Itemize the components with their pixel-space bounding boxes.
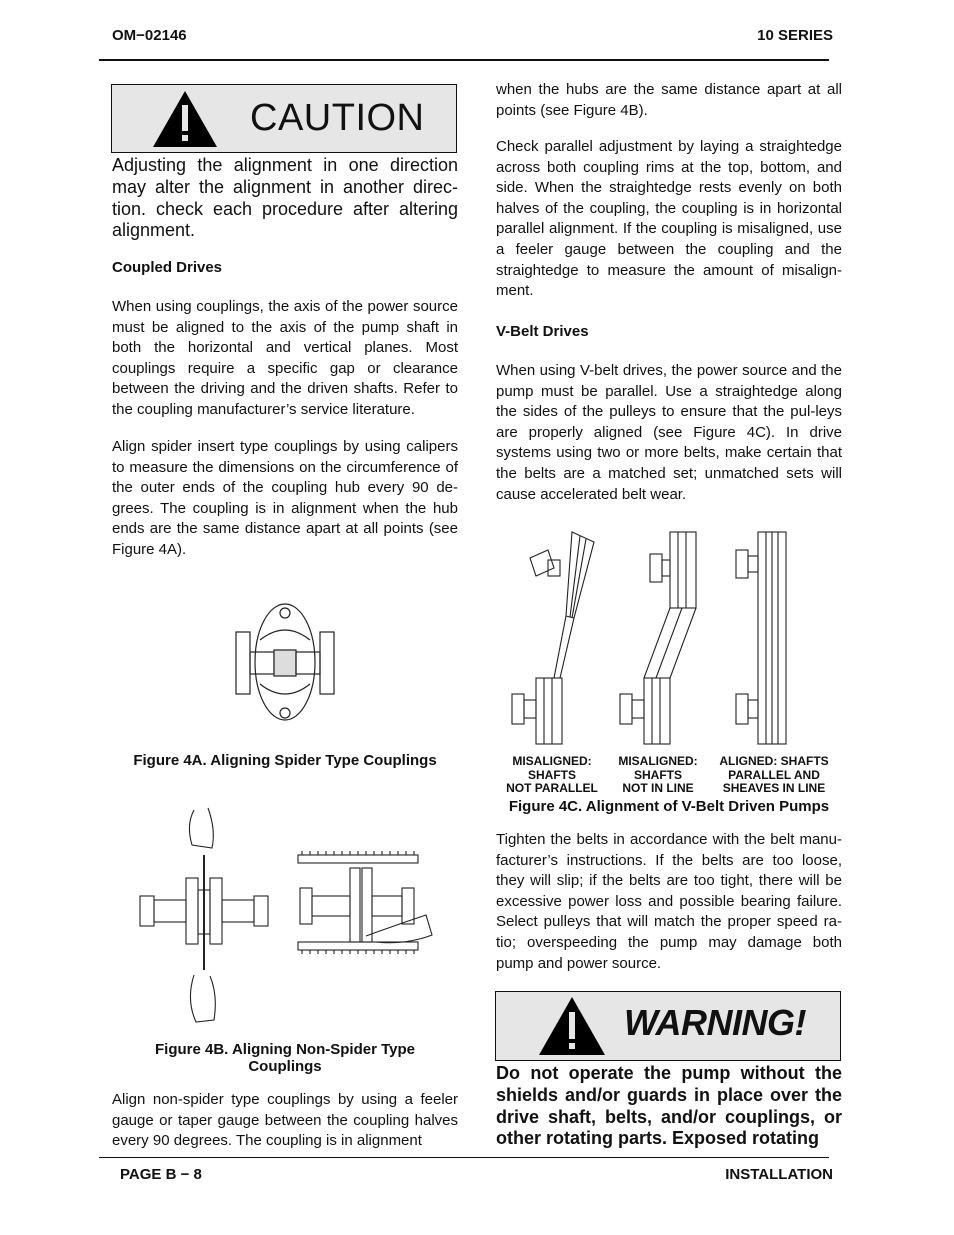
warning-title: WARNING! xyxy=(624,1002,806,1043)
section-label: INSTALLATION xyxy=(725,1166,833,1183)
warning-text: Do not operate the pump without the shields and/or guards in place over the drive shaft, belts, and/or couplings, or other rotating parts. Exposed rotating xyxy=(496,1063,842,1149)
caution-banner xyxy=(111,84,457,153)
vbelt-heading: V-Belt Drives xyxy=(496,323,589,340)
vbelt-aligned xyxy=(736,532,786,744)
vbelt-not-parallel xyxy=(512,532,594,744)
page-number: PAGE B − 8 xyxy=(120,1166,202,1183)
series-label: 10 SERIES xyxy=(757,27,833,44)
coupled-paragraph-1: When using couplings, the axis of the power source must be aligned to the axis of the pump shaft in both the horizontal and vertical planes. Most couplings require a specific gap or clearance between the driving and the driven shafts. Refer to the coupling manufacturer’s service literature. xyxy=(112,298,458,418)
right-paragraph-1: when the hubs are the same distance apart at all points (see Figure 4B). xyxy=(496,81,842,119)
exclamation-triangle-icon xyxy=(538,996,606,1056)
figure-4c-vbelt-diagrams xyxy=(500,528,840,750)
header-rule xyxy=(99,59,829,61)
figure-4a-caption: Figure 4A. Aligning Spider Type Couplings xyxy=(133,752,437,769)
figure-4b-caption xyxy=(112,1041,458,1075)
doc-number: OM−02146 xyxy=(112,27,187,44)
nonspider-paragraph: Align non-spider type couplings by using a feeler gauge or taper gauge between the coupling halves every 90 degrees. The coupling is in alignment xyxy=(112,1091,458,1150)
parallel-paragraph: Check parallel adjustment by laying a straightedge across both coupling rims at the top, bottom, and side. When the straightedge rests evenly on both halves of the coupling, the coupling is in horizontal parallel alignment. If the coupling is misaligned, use a feeler gauge between the coupling and the straightedge to measure the amount of misalign-ment. xyxy=(496,138,842,300)
fig4c-label-1: MISALIGNED: SHAFTS NOT PARALLEL xyxy=(506,754,598,795)
figure-4b-nonspider-coupling xyxy=(136,800,436,1028)
caution-title: CAUTION xyxy=(250,97,425,139)
coupled-drives-heading: Coupled Drives xyxy=(112,259,223,276)
fig4c-label-3: ALIGNED: SHAFTS PARALLEL AND SHEAVES IN LINE xyxy=(719,754,829,795)
footer-rule xyxy=(99,1157,829,1158)
tighten-paragraph: Tighten the belts in accordance with the belt manu-facturer’s instructions. If the belts are too loose, they will slip; if the belts are too tight, there will be excessive power loss and possible bearing failure. Select pulleys that will match the proper speed ra-tio; overspeeding the pump may damage both pump and power source. xyxy=(496,831,842,972)
figure-4b-caption-line1: Figure 4B. Aligning Non-Spider Type xyxy=(154,1041,415,1058)
fig4c-label-2: MISALIGNED: SHAFTS NOT IN LINE xyxy=(618,754,698,795)
coupled-paragraph-2: Align spider insert type couplings by using calipers to measure the dimensions on the circumference of the outer ends of the coupling hub every 90 de-grees. The coupling is in alignment when the hub ends are the same distance apart at all points (see Figure 4A). xyxy=(112,438,458,558)
exclamation-triangle-icon xyxy=(152,90,218,148)
caution-text: Adjusting the alignment in one direction may alter the alignment in another direc-tion. check each procedure after altering alignment. xyxy=(112,155,458,241)
vbelt-not-in-line xyxy=(620,532,696,744)
warning-banner xyxy=(495,991,841,1061)
vbelt-paragraph: When using V-belt drives, the power source and the pump must be parallel. Use a straightedge along the sides of the pulleys to ensure that the pul-leys are properly aligned (see Figure 4C). In drive systems using two or more belts, make certain that the belts are a matched set; unmatched sets will cause accelerated belt wear. xyxy=(496,362,842,503)
figure-4a-spider-coupling xyxy=(230,600,340,725)
figure-4b-caption-line2: Couplings xyxy=(248,1058,322,1075)
figure-4c-caption: Figure 4C. Alignment of V-Belt Driven Pumps xyxy=(508,798,830,815)
